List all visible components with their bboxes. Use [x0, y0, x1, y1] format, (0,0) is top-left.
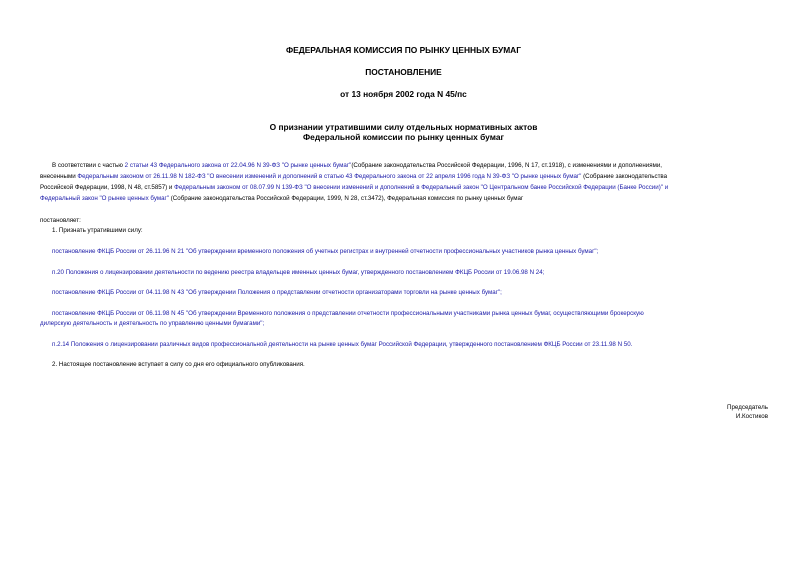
preamble-text: (Собрание законодательства Российской Федерации, 1999, N 28, ст.3472), Федеральная комиссия по рынку ценных бумаг	[169, 195, 524, 202]
signature-role: Председатель	[727, 404, 768, 411]
law-link-182fz[interactable]: Федеральным законом от 26.11.98 N 182-ФЗ "О внесении изменений и дополнений в статью 43 Федерального закона от 22 апреля 1996 года N 39-ФЗ "О рынке ценных бумаг"	[77, 173, 582, 180]
repealed-item-4-link[interactable]: постановление ФКЦБ России от 06.11.98 N 45 "Об утверждении Временного положения о представлении отчетности профессиональными участниками рынка ценных бумаг, осуществляющими брокерскую	[52, 310, 644, 317]
repealed-item-2-link[interactable]: п.20 Положения о лицензировании деятельности по ведению реестра владельцев именных ценных бумаг, утвержденного постановлением ФКЦБ России от 19.06.98 N 24;	[52, 269, 545, 276]
repealed-item-5-link[interactable]: п.2.14 Положения о лицензировании различных видов профессиональной деятельности на рынке ценных бумаг Российской Федерации, утвержденного постановлением ФКЦБ России от 23.11.98 N 50.	[52, 341, 633, 348]
decides-label: постановляет:	[40, 217, 81, 224]
repealed-item-4-continuation[interactable]: дилерскую деятельность и деятельность по управлению ценными бумагами";	[40, 320, 265, 327]
preamble-text: (Собрание законодательства Российской Федерации, 1996, N 17, ст.1918), с изменениями и дополнениями,	[351, 162, 663, 169]
signature-name: И.Костиков	[735, 413, 768, 420]
repealed-item-3-link[interactable]: постановление ФКЦБ России от 04.11.98 N 43 "Об утверждении Положения о представлении отчетности организаторами торговли на рынке ценных бумаг";	[52, 289, 502, 296]
preamble-line-4	[40, 194, 523, 203]
law-link-39fz[interactable]: 2 статьи 43 Федерального закона от 22.04.96 N 39-ФЗ "О рынке ценных бумаг"	[124, 162, 352, 169]
preamble-line-2	[40, 172, 667, 181]
doc-title-line-2: Федеральной комиссии по рынку ценных бумаг	[303, 132, 504, 142]
law-link-139fz[interactable]: Федеральным законом от 08.07.99 N 139-ФЗ "О внесении изменений и дополнений в Федеральный закон "О Центральном банке Российской Федерации (Банке России)" и	[174, 184, 669, 191]
doc-date-number: от 13 ноября 2002 года N 45/пс	[340, 89, 467, 99]
doc-title-line-1: О признании утратившими силу отдельных нормативных актов	[269, 122, 538, 132]
preamble-line-3	[40, 183, 668, 192]
preamble-text: Российской Федерации, 1998, N 48, ст.5857) и	[40, 184, 175, 191]
item-1-label: 1. Признать утратившими силу:	[52, 227, 143, 234]
repealed-item-1-link[interactable]: постановление ФКЦБ России от 26.11.96 N 21 "Об утверждении временного положения об учетных регистрах и внутренней отчетности профессиональных участников рынка ценных бумаг";	[52, 248, 599, 255]
preamble-text: В соответствии с частью	[52, 162, 125, 169]
preamble-text: внесенными	[40, 173, 78, 180]
item-2: 2. Настоящее постановление вступает в силу со дня его официального опубликования.	[52, 361, 305, 368]
law-link-securities-market[interactable]: Федеральный закон "О рынке ценных бумаг"	[40, 195, 170, 202]
doc-type: ПОСТАНОВЛЕНИЕ	[365, 67, 442, 77]
org-name: ФЕДЕРАЛЬНАЯ КОМИССИЯ ПО РЫНКУ ЦЕННЫХ БУМАГ	[286, 45, 521, 55]
preamble-text: (Собрание законодательства	[581, 173, 668, 180]
preamble-line-1	[52, 161, 662, 170]
